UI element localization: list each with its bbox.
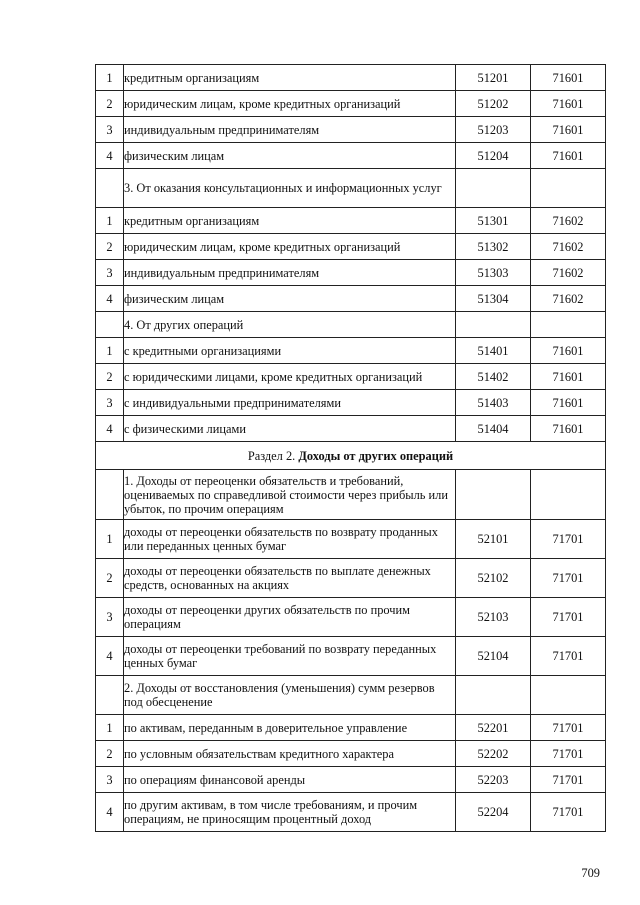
symbol-code: 71601 <box>531 338 606 364</box>
symbol-code: 71701 <box>531 520 606 559</box>
row-name: с кредитными организациями <box>124 338 456 364</box>
row-number: 3 <box>96 767 124 793</box>
row-name: с индивидуальными предпринимателями <box>124 390 456 416</box>
table-row <box>96 416 606 442</box>
accounts-table <box>95 64 606 832</box>
symbol-code: 71602 <box>531 208 606 234</box>
account-code: 51202 <box>456 91 531 117</box>
row-number: 2 <box>96 234 124 260</box>
row-number: 1 <box>96 715 124 741</box>
row-number: 1 <box>96 520 124 559</box>
row-name: доходы от переоценки обязательств по возврату проданных или переданных ценных бумаг <box>124 520 456 559</box>
group-header: 2. Доходы от восстановления (уменьшения) сумм резервов под обесценение <box>124 676 456 715</box>
row-name: кредитным организациям <box>124 65 456 91</box>
symbol-code: 71601 <box>531 416 606 442</box>
table-row <box>96 260 606 286</box>
symbol-code: 71701 <box>531 559 606 598</box>
symbol-code: 71601 <box>531 65 606 91</box>
row-number: 2 <box>96 364 124 390</box>
row-name: доходы от переоценки требований по возврату переданных ценных бумаг <box>124 637 456 676</box>
account-code-empty <box>456 470 531 520</box>
symbol-code: 71602 <box>531 260 606 286</box>
row-name: индивидуальным предпринимателям <box>124 260 456 286</box>
account-code: 51204 <box>456 143 531 169</box>
group-header-row <box>96 470 606 520</box>
symbol-code: 71701 <box>531 793 606 832</box>
symbol-code: 71601 <box>531 91 606 117</box>
table-row <box>96 338 606 364</box>
row-number: 1 <box>96 338 124 364</box>
table-row <box>96 208 606 234</box>
page-number: 709 <box>581 866 600 880</box>
row-number: 4 <box>96 637 124 676</box>
account-code-empty <box>456 312 531 338</box>
row-number: 2 <box>96 741 124 767</box>
account-code: 51303 <box>456 260 531 286</box>
account-code: 51402 <box>456 364 531 390</box>
row-number-empty <box>96 169 124 208</box>
symbol-code: 71701 <box>531 637 606 676</box>
table-row <box>96 364 606 390</box>
symbol-code: 71701 <box>531 767 606 793</box>
symbol-code: 71601 <box>531 390 606 416</box>
account-code: 51302 <box>456 234 531 260</box>
row-name: юридическим лицам, кроме кредитных организаций <box>124 91 456 117</box>
account-code: 52103 <box>456 598 531 637</box>
row-name: юридическим лицам, кроме кредитных организаций <box>124 234 456 260</box>
symbol-code: 71701 <box>531 715 606 741</box>
row-number-empty <box>96 312 124 338</box>
table-row <box>96 143 606 169</box>
row-name: по другим активам, в том числе требованиям, и прочим операциям, не приносящим процентный доход <box>124 793 456 832</box>
table-row <box>96 559 606 598</box>
table-row <box>96 598 606 637</box>
group-header: 4. От других операций <box>124 312 456 338</box>
row-name: с юридическими лицами, кроме кредитных организаций <box>124 364 456 390</box>
table-row <box>96 715 606 741</box>
account-code: 51301 <box>456 208 531 234</box>
row-number: 2 <box>96 91 124 117</box>
account-code: 51304 <box>456 286 531 312</box>
account-code: 52204 <box>456 793 531 832</box>
row-number-empty <box>96 470 124 520</box>
account-code: 52201 <box>456 715 531 741</box>
row-name: по условным обязательствам кредитного характера <box>124 741 456 767</box>
symbol-code: 71602 <box>531 286 606 312</box>
account-code: 51203 <box>456 117 531 143</box>
symbol-code: 71602 <box>531 234 606 260</box>
symbol-code: 71701 <box>531 741 606 767</box>
account-code: 51201 <box>456 65 531 91</box>
table-row <box>96 117 606 143</box>
table-row <box>96 65 606 91</box>
table-row <box>96 520 606 559</box>
table-row <box>96 286 606 312</box>
symbol-code-empty <box>531 169 606 208</box>
table-row <box>96 767 606 793</box>
group-header: 3. От оказания консультационных и информационных услуг <box>124 169 456 208</box>
section-row <box>96 442 606 470</box>
row-name: по активам, переданным в доверительное управление <box>124 715 456 741</box>
account-code: 51404 <box>456 416 531 442</box>
row-name: доходы от переоценки других обязательств по прочим операциям <box>124 598 456 637</box>
account-code: 51403 <box>456 390 531 416</box>
row-name: физическим лицам <box>124 286 456 312</box>
table-row <box>96 741 606 767</box>
row-name: физическим лицам <box>124 143 456 169</box>
symbol-code: 71701 <box>531 598 606 637</box>
account-code: 52202 <box>456 741 531 767</box>
row-name: с физическими лицами <box>124 416 456 442</box>
row-number: 1 <box>96 208 124 234</box>
row-name: индивидуальным предпринимателям <box>124 117 456 143</box>
row-name: кредитным организациям <box>124 208 456 234</box>
table-row <box>96 390 606 416</box>
account-code: 52101 <box>456 520 531 559</box>
table-row <box>96 234 606 260</box>
group-header: 1. Доходы от переоценки обязательств и требований, оцениваемых по справедливой стоимости через прибыль или убыток, по прочим операциям <box>124 470 456 520</box>
row-number: 4 <box>96 416 124 442</box>
row-number: 2 <box>96 559 124 598</box>
account-code-empty <box>456 169 531 208</box>
row-name: доходы от переоценки обязательств по выплате денежных средств, основанных на акциях <box>124 559 456 598</box>
section-title-prefix: Раздел 2. <box>247 448 299 463</box>
symbol-code-empty <box>531 676 606 715</box>
account-code: 52203 <box>456 767 531 793</box>
row-number: 4 <box>96 793 124 832</box>
row-number: 1 <box>96 65 124 91</box>
row-number: 3 <box>96 390 124 416</box>
symbol-code: 71601 <box>531 117 606 143</box>
symbol-code: 71601 <box>531 364 606 390</box>
account-code-empty <box>456 676 531 715</box>
account-code: 52102 <box>456 559 531 598</box>
row-number-empty <box>96 676 124 715</box>
table-row <box>96 793 606 832</box>
account-code: 51401 <box>456 338 531 364</box>
row-number: 4 <box>96 143 124 169</box>
symbol-code-empty <box>531 312 606 338</box>
row-number: 3 <box>96 260 124 286</box>
row-name: по операциям финансовой аренды <box>124 767 456 793</box>
row-number: 3 <box>96 117 124 143</box>
section-title-bold: Доходы от других операций <box>298 448 454 463</box>
account-code: 52104 <box>456 637 531 676</box>
table-row <box>96 91 606 117</box>
symbol-code-empty <box>531 470 606 520</box>
section-title <box>96 442 606 470</box>
group-header-row <box>96 169 606 208</box>
group-header-row <box>96 312 606 338</box>
row-number: 3 <box>96 598 124 637</box>
table-row <box>96 637 606 676</box>
symbol-code: 71601 <box>531 143 606 169</box>
group-header-row <box>96 676 606 715</box>
row-number: 4 <box>96 286 124 312</box>
